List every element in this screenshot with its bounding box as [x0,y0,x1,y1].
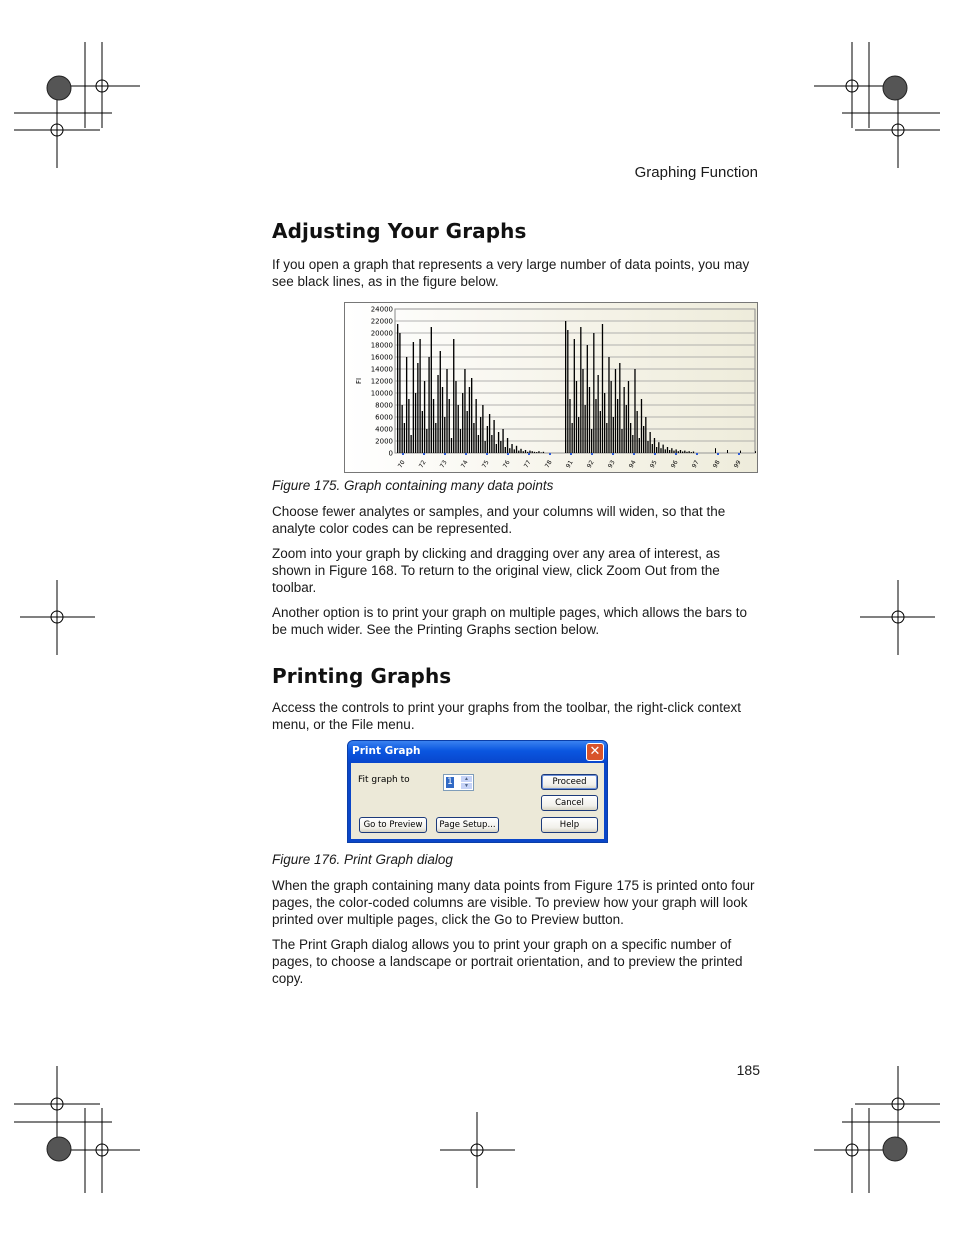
chart-bar [574,339,575,453]
chart-bar [591,429,592,453]
x-tick-label: 97 [690,459,701,470]
y-tick-label: 12000 [370,377,393,386]
chart-bar [691,452,692,453]
chart-bar [435,423,436,453]
chart-bar [755,451,756,453]
section-title-printing: Printing Graphs [272,664,452,688]
chart-bar [658,442,659,453]
x-tick-marker [717,453,719,455]
y-tick-label: 20000 [370,329,393,338]
chart-bar [516,446,517,453]
chart-bar [491,435,492,453]
x-tick-marker [402,453,404,455]
chart-bar [578,417,579,453]
chart-bar [509,448,510,453]
chart-bar [496,444,497,453]
chart-bar [663,445,664,453]
chart-bar [678,451,679,453]
chart-bar [541,452,542,453]
intro-paragraph: If you open a graph that represents a very large number of data points, you may see black lines, as in the figure below. [272,257,750,289]
chart-bar [534,452,535,453]
chart-bar [413,342,414,453]
chart-bar [580,327,581,453]
fit-pages-stepper[interactable] [443,774,474,791]
chart-bar [460,429,461,453]
x-tick-marker [570,453,572,455]
chart-bar [650,432,651,453]
x-tick-marker [549,453,551,455]
chart-bar [665,449,666,453]
spin-up-icon[interactable]: ▲ [461,776,472,782]
chart-bar [686,452,687,453]
chart-bar [514,449,515,453]
chart-bar [621,429,622,453]
fit-graph-label: Fit graph to [358,775,410,785]
chart-bar [652,444,653,453]
dialog-body [351,763,604,839]
printing-intro-paragraph: Access the controls to print your graphs from the toolbar, the right-click context menu, or the File menu. [272,700,741,732]
chart-bar [604,393,605,453]
chart-bar [453,339,454,453]
chart-bar [419,339,420,453]
y-tick-label: 14000 [370,365,393,374]
chart-bar [615,369,616,453]
figure-176-caption: Figure 176. Print Graph dialog [272,852,453,867]
chart-bar [587,345,588,453]
chart-bar [595,399,596,453]
chart-bar [598,375,599,453]
page-setup-button[interactable]: Page Setup... [436,817,499,833]
chart-bar [406,357,407,453]
x-tick-label: 75 [480,459,491,470]
chart-bar [680,450,681,453]
chart-bar [660,448,661,453]
cancel-button[interactable]: Cancel [541,795,598,811]
x-tick-marker [612,453,614,455]
chart-bar [455,381,456,453]
chart-bar [449,399,450,453]
close-icon[interactable]: ✕ [586,743,604,761]
chart-bar [529,451,530,453]
bar-chart [345,303,757,472]
chart-bar [654,438,655,453]
chart-bar [422,411,423,453]
chart-bar [437,375,438,453]
chart-bar [630,423,631,453]
spin-down-icon[interactable]: ▼ [461,783,472,789]
x-tick-label: 99 [732,459,743,470]
chart-bar [505,447,506,453]
x-tick-label: 91 [564,459,575,470]
y-tick-label: 2000 [375,437,393,446]
chart-bar [634,369,635,453]
print-graph-dialog [347,740,608,843]
chart-bar [417,363,418,453]
y-tick-label: 24000 [370,305,393,314]
chart-bar [415,393,416,453]
x-tick-marker [423,453,425,455]
chart-bar [565,321,566,453]
chart-bar [493,420,494,453]
x-tick-marker [528,453,530,455]
x-tick-marker [444,453,446,455]
y-tick-label: 22000 [370,317,393,326]
y-tick-label: 0 [388,449,393,458]
y-tick-label: 10000 [370,389,393,398]
chart-bar [611,381,612,453]
x-tick-label: 70 [396,459,407,470]
x-tick-marker [633,453,635,455]
chart-bar [442,387,443,453]
chart-bar [639,438,640,453]
paragraph-multiple-pages: Another option is to print your graph on multiple pages, which allows the bars to be much wider. See the Printing Graphs section below. [272,605,748,637]
chart-bar [626,405,627,453]
x-tick-label: 92 [585,459,596,470]
chart-bar [523,451,524,453]
chart-bar [740,451,741,453]
x-tick-marker [675,453,677,455]
help-button[interactable]: Help [541,817,598,833]
fit-pages-value[interactable]: 1 [447,777,453,787]
chart-bar [469,387,470,453]
chart-bar [471,378,472,453]
chart-bar [656,447,657,453]
x-tick-label: 94 [627,459,638,470]
chart-bar [507,438,508,453]
chart-bar [440,351,441,453]
chart-bar [628,381,629,453]
chart-bar [426,429,427,453]
x-tick-marker [696,453,698,455]
chart-bar [602,324,603,453]
y-tick-label: 6000 [375,413,393,422]
chart-bar [487,426,488,453]
chart-bar [632,435,633,453]
chart-bar [669,450,670,453]
chart-bar [589,387,590,453]
chart-bar [410,435,411,453]
y-tick-label: 18000 [370,341,393,350]
x-tick-label: 95 [648,459,659,470]
chart-bar [520,449,521,453]
chart-bar [637,411,638,453]
chart-bar [480,417,481,453]
bar-chart-figure [344,302,758,473]
chart-bar [606,423,607,453]
y-axis-label: FI [355,377,363,385]
chart-bar [475,399,476,453]
chart-bar [624,387,625,453]
chart-bar [458,405,459,453]
chart-bar [619,363,620,453]
go-to-preview-button[interactable]: Go to Preview [359,817,427,833]
chart-bar [576,381,577,453]
chart-bar [617,399,618,453]
chart-bar [397,324,398,453]
chart-bar [682,452,683,454]
chart-bar [467,411,468,453]
page-number: 185 [736,1062,760,1078]
x-tick-label: 96 [669,459,680,470]
chart-bar [433,399,434,453]
chart-bar [478,435,479,453]
chart-bar [444,417,445,453]
x-tick-marker [507,453,509,455]
running-header: Graphing Function [634,164,758,181]
section-title-adjusting: Adjusting Your Graphs [272,219,527,243]
y-tick-label: 4000 [375,425,393,434]
chart-bar [464,369,465,453]
x-tick-label: 73 [438,459,449,470]
chart-bar [518,451,519,453]
chart-bar [684,451,685,453]
chart-bar [502,429,503,453]
x-tick-label: 98 [711,459,722,470]
y-tick-label: 8000 [375,401,393,410]
chart-bar [462,393,463,453]
x-tick-marker [654,453,656,455]
chart-bar [473,423,474,453]
chart-bar [647,441,648,453]
figure-175-caption: Figure 175. Graph containing many data points [272,478,554,493]
chart-bar [408,399,409,453]
chart-bar [399,333,400,453]
chart-bar [446,369,447,453]
chart-bar [567,330,568,453]
chart-bar [727,450,728,453]
chart-bar [431,327,432,453]
chart-bar [498,432,499,453]
chart-bar [673,451,674,453]
chart-bar [484,441,485,453]
chart-bar [489,414,490,453]
chart-bar [532,451,533,453]
x-tick-marker [486,453,488,455]
chart-bar [585,405,586,453]
chart-bar [404,423,405,453]
proceed-button[interactable]: Proceed [541,774,598,790]
chart-bar [451,438,452,453]
chart-bar [671,448,672,453]
chart-bar [582,369,583,453]
chart-bar [613,417,614,453]
dialog-titlebar[interactable] [348,741,607,763]
x-tick-label: 93 [606,459,617,470]
chart-bar [482,405,483,453]
chart-bar [525,450,526,453]
chart-bar [641,399,642,453]
chart-bar [511,444,512,453]
chart-bar [643,426,644,453]
chart-bar [715,448,716,453]
chart-bar [600,411,601,453]
dialog-title: Print Graph [352,745,421,757]
chart-bar [645,417,646,453]
chart-bar [536,452,537,453]
chart-bar [500,441,501,453]
chart-bar [572,423,573,453]
chart-bar [538,451,539,453]
chart-bar [569,399,570,453]
chart-bar [667,447,668,453]
paragraph-four-pages: When the graph containing many data points from Figure 175 is printed onto four pages, the color-coded columns are visible. To preview how your graph will look printed over multiple pages, click the Go to Preview button. [272,878,755,927]
x-tick-marker [591,453,593,455]
x-tick-label: 78 [543,459,554,470]
chart-bar [693,452,694,454]
chart-bar [543,452,544,453]
chart-bar [593,333,594,453]
chart-bar [676,449,677,453]
paragraph-fewer-analytes: Choose fewer analytes or samples, and your columns will widen, so that the analyte color codes can be represented. [272,504,726,536]
paragraph-zoom: Zoom into your graph by clicking and dragging over any area of interest, as shown in Figure 168. To return to the original view, click Zoom Out from the toolbar. [272,546,720,595]
x-tick-label: 76 [501,459,512,470]
chart-bar [608,357,609,453]
chart-bar [527,452,528,453]
x-tick-marker [738,453,740,455]
x-tick-label: 72 [417,459,428,470]
y-tick-label: 16000 [370,353,393,362]
x-tick-label: 77 [522,459,533,470]
paragraph-dialog-options: The Print Graph dialog allows you to print your graph on a specific number of pages, to choose a landscape or portrait orientation, and to preview the printed copy. [272,937,743,986]
x-tick-label: 74 [459,459,470,470]
x-tick-marker [465,453,467,455]
chart-bar [689,451,690,453]
chart-bar [401,405,402,453]
chart-bar [428,357,429,453]
chart-bar [424,381,425,453]
